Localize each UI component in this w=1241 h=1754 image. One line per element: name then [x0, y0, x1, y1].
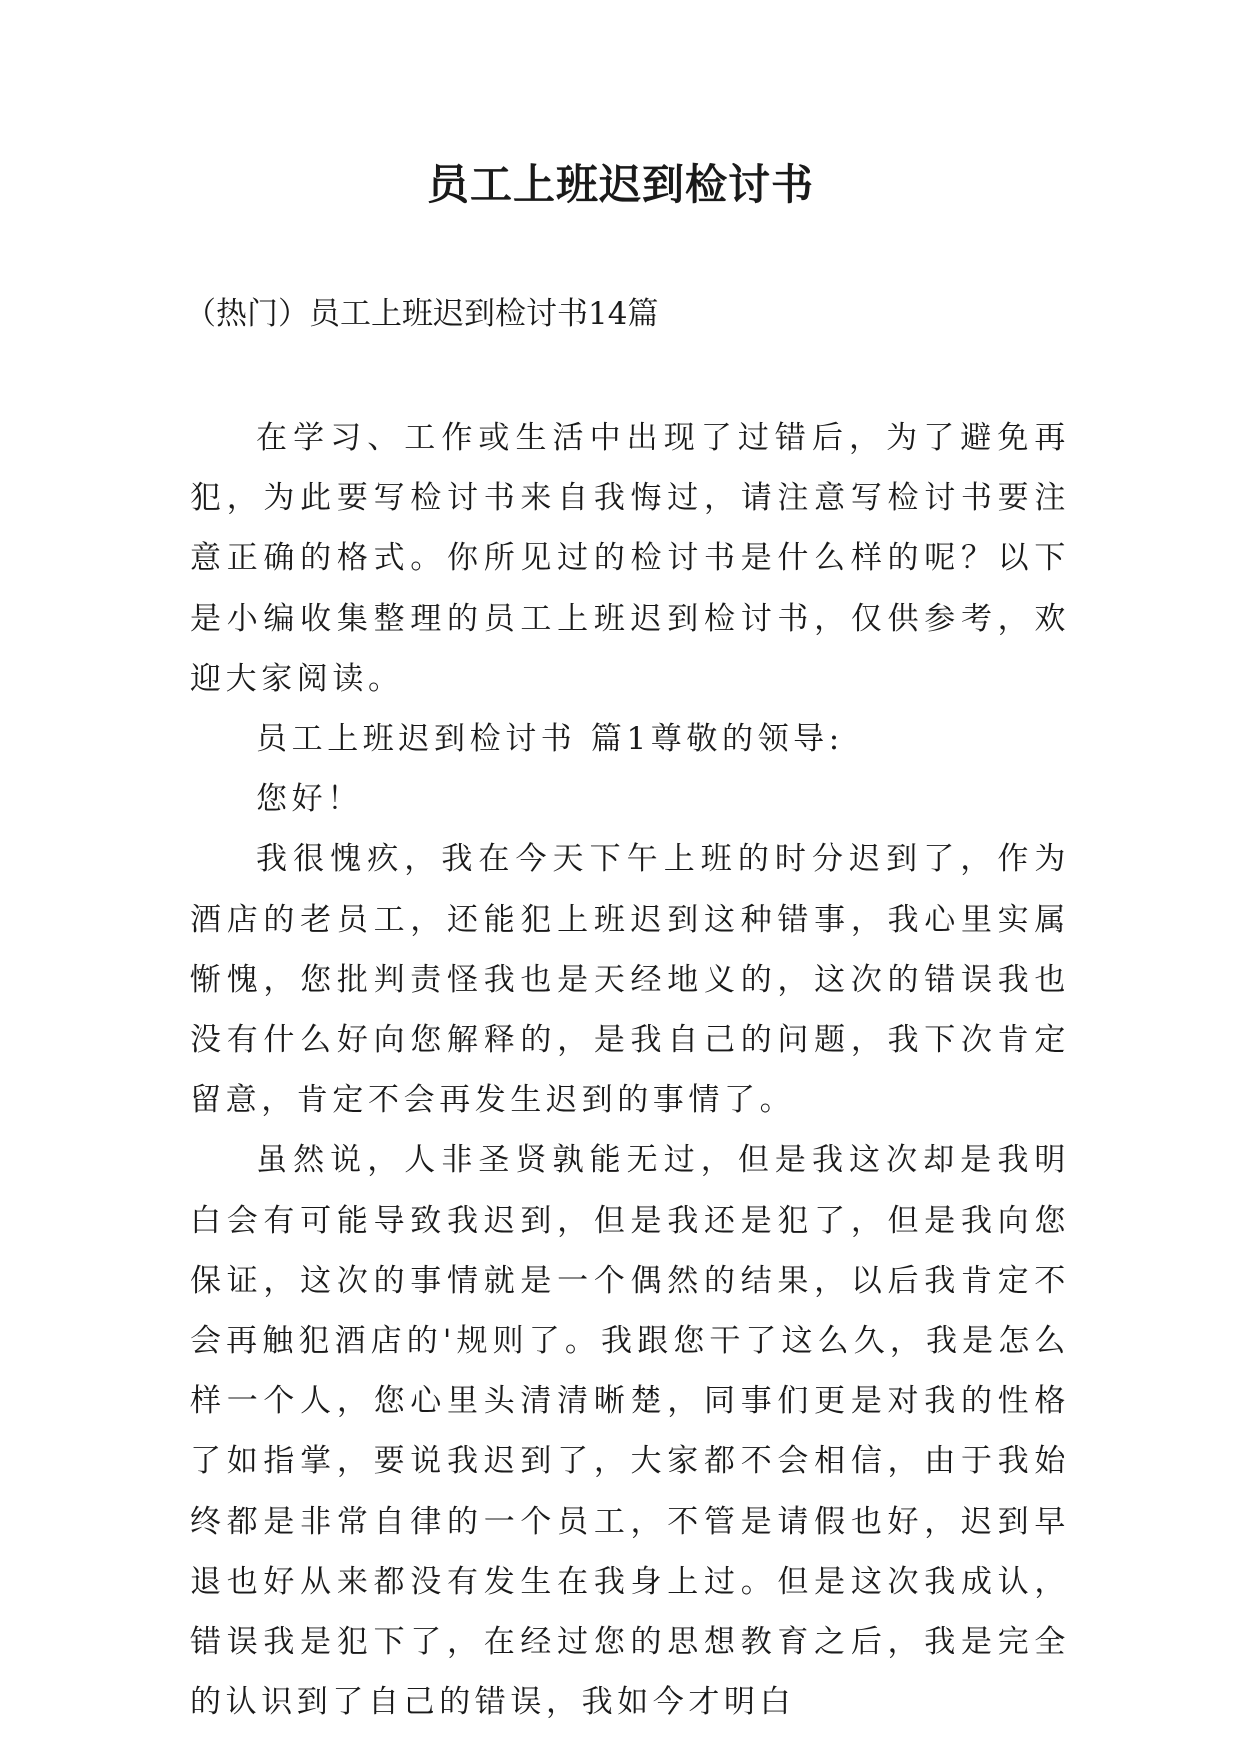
document-body — [190, 408, 1070, 1732]
paragraph-greeting: 您好！ — [256, 781, 363, 818]
paragraph-intro: 在学习、工作或生活中出现了过错后，为了避免再犯，为此要写检讨书来自我悔过，请注意写检讨书要注意正确的格式。你所见过的检讨书是什么样的呢？以下是小编收集整理的员工上班迟到检讨书，仅供参考，欢迎大家阅读。 — [190, 420, 1070, 697]
document-subtitle: （热门）员工上班迟到检讨书14篇 — [185, 296, 659, 332]
paragraph-letter-heading: 员工上班迟到检讨书 篇1尊敬的领导: — [256, 721, 844, 758]
document-title: 员工上班迟到检讨书 — [426, 160, 814, 209]
paragraph-apology: 我很愧疚，我在今天下午上班的时分迟到了，作为酒店的老员工，还能犯上班迟到这种错事，我心里实属惭愧，您批判责怪我也是天经地义的，这次的错误我也没有什么好向您解释的，是我自己的问题，我下次肯定留意，肯定不会再发生迟到的事情了。 — [190, 841, 1070, 1119]
paragraph-explanation: 虽然说，人非圣贤孰能无过，但是我这次却是我明白会有可能导致我迟到，但是我还是犯了，但是我向您保证，这次的事情就是一个偶然的结果，以后我肯定不会再触犯酒店的'规则了。我跟您干了这么久，我是怎么样一个人，您心里头清清晰楚，同事们更是对我的性格了如指掌，要说我迟到了，大家都不会相信，由于我始终都是非常自律的一个员工，不管是请假也好，迟到早退也好从来都没有发生在我身上过。但是这次我成认，错误我是犯下了，在经过您的思想教育之后，我是完全的认识到了自己的错误，我如今才明白 — [190, 1142, 1070, 1721]
